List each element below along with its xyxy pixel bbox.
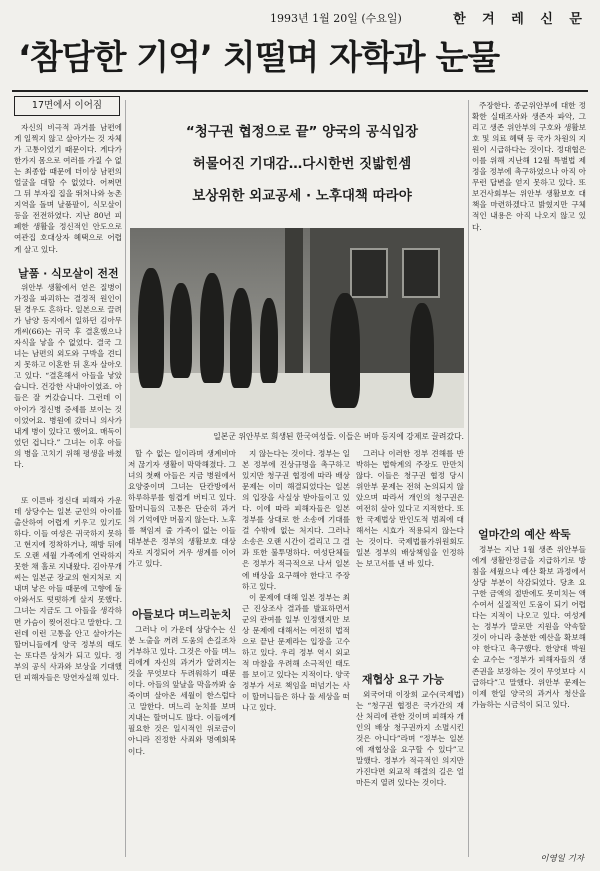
deck-line-1: “청구권 협정으로 끝” 양국의 공식입장 <box>185 124 419 140</box>
news-photo <box>130 228 464 428</box>
subhead-1: 날품 · 식모살이 전전 <box>18 267 119 280</box>
column-rule <box>468 100 469 857</box>
subhead-4: 얼마간의 예산 싹둑 <box>478 528 571 541</box>
headline: ‘참담한 기억’ 치떨며 자학과 눈물 <box>18 38 500 78</box>
deck-line-2: 허물어진 기대감…다시한번 짓밟힌셈 <box>192 156 412 172</box>
subhead-3: 재협상 요구 가능 <box>362 673 445 686</box>
column-5-text-a: 주장한다. 종군위안부에 대한 정확한 실태조사와 생존자 파악, 그리고 생존 위안부의 구호와 생활보호 및 의료 혜택 등 국가 차원의 지원이 시급하다는 것이다. 정대협은 이를 위해 지난해 12월 특별법 제정을 정부에 촉구하였으나 아직 아무런 답변을 얻지 못하고 있다. 또 보건사회부는 위안부 생활보호 대책을 마련하겠다고 밝혔지만 구체적인 내용은 아직 나오지 않고 있다. <box>472 101 586 232</box>
headline-rule <box>12 90 588 92</box>
column-1-text-c: 또 이른바 정신대 피해자 가운데 상당수는 일본 군인의 아이를 출산하여 어렵게 키우고 있기도 하다. 이들 여성은 귀국하지 못하고 현지에 정착하거나, 해방 뒤에도 오랜 세월 가족에게 연락하지 못한 채 홀로 지내왔다. 김아무개씨는 일본군 장교의 현지처로 지내며 낳은 아들 때문에 고향에 돌아와서도 떳떳하게 살지 못했다. 그녀는 지금도 그 아들을 생각하면 가슴이 찢어진다고 말한다. 그런데 이런 고통을 안고 살아가는 할머니들에게 양국 정부의 태도는 또다른 상처가 되고 있다. 정부의 공식 사과와 보상을 기대했던 피해자들은 망연자실해 있다. <box>14 496 122 682</box>
column-3-text: 지 않는다는 것이다. 정부는 일본 정부에 진상규명을 촉구하고 있지만 청구권 협정에 따라 배상 문제는 이미 해결되었다는 일본의 입장을 사실상 받아들이고 있다. 이에 따라 피해자들은 일본 정부를 상대로 한 소송에 기대를 걸 수밖에 없는 처지다. 그러나 소송은 오랜 시간이 걸리고 그 결과 또한 불투명하다. 여성단체들은 정부가 적극적으로 나서 일본에 배상을 요구해야 한다고 주장하고 있다. 이 문제에 대해 일본 정부는 최근 진상조사 결과를 발표하면서 군의 관여를 일부 인정했지만 보상 문제에 대해서는 여전히 법적으로 끝난 문제라는 입장을 고수하고 있다. 우리 정부 역시 외교적 마찰을 우려해 소극적인 태도를 보이고 있다는 지적이다. 양국 정부가 서로 책임을 떠넘기는 사이 할머니들은 하나 둘 세상을 떠나고 있다. <box>242 449 350 713</box>
photo-caption: 일본군 위안부로 희생된 한국여성들. 이들은 버마 등지에 강제로 끌려갔다. <box>213 432 464 441</box>
continued-from-box: 17면에서 이어짐 <box>14 96 120 116</box>
byline: 이영일 기자 <box>540 854 584 864</box>
subhead-2: 아들보다 며느리눈치 <box>132 608 232 621</box>
deck-line-3: 보상위한 외교공세 · 노후대책 따라야 <box>192 188 412 204</box>
issue-date: 1993년 1월 20일 (수요일) <box>270 11 402 25</box>
column-rule <box>125 100 126 857</box>
column-4-text-b: 외국어대 이장희 교수(국제법)는 “청구권 협정은 국가간의 재산 처리에 관한 것이며 피해자 개인의 배상 청구권까지 소멸시킨 것은 아니다”라며 “정부는 일본에 재협상을 요구할 수 있다”고 말했다. 정부가 적극적인 의지만 가진다면 외교적 해결의 길은 얼마든지 열려 있다는 것이다. <box>356 690 464 788</box>
column-5-text-b: 정부는 지난 1월 생존 위안부들에게 생활안정금을 지급하기로 방침을 세웠으나 예산 확보 과정에서 상당 부분이 삭감되었다. 당초 요구한 금액의 절반에도 못미치는 액수여서 실질적인 도움이 되기 어렵다는 지적이 나오고 있다. 여성계는 정부가 말로만 지원을 약속할 것이 아니라 충분한 예산을 확보해야 한다고 촉구했다. 한양대 박원순 교수는 “정부가 피해자들의 생존권을 보장하는 것이 무엇보다 시급하다”고 말했다. 위안부 문제는 이제 한일 양국의 과거사 청산을 가늠하는 시금석이 되고 있다. <box>472 545 586 709</box>
paper-name: 한 겨 레 신 문 <box>453 12 588 27</box>
column-4-text-a: 그러나 이러한 정부 견해를 반박하는 법학계의 주장도 만만치 않다. 이들은 청구권 협정 당시 위안부 문제는 전혀 논의되지 않았으며 따라서 개인의 청구권은 여전히 살아 있다고 지적한다. 또한 국제법상 반인도적 범죄에 대해서는 시효가 적용되지 않는다는 것이다. 국제법률가위원회도 일본 정부의 배상책임을 인정하는 보고서를 낸 바 있다. <box>356 449 464 569</box>
column-1-text-a: 자신의 비극적 과거를 남편에게 일찍지 않고 살아가는 것 자체가 고통이었기 때문이다. 게다가 한가지 몸으로 여러를 가질 수 없는 최종합 때문에 더이상 남편의 얼굴을 대할 수 없었다. 어쩌면 그 뒤 부자집 집을 뛰쳐나와 농촌지역을 돌며 날품팔이, 식모살이 등을 전전하였다. 지난 80년 피폐한 생활을 정신적인 안도으로 여관집 호대상자 혜택으로 어렵게 살고 있다. <box>14 123 122 254</box>
column-1-text-b: 위안부 생활에서 얻은 질병이 가정을 파괴하는 결정적 원인이 된 경우도 흔하다. 일본으로 끌려가 남양 등지에서 일하던 김아무개씨(66)는 귀국 후 결혼했으나 자식을 낳을 수 없었다. 결국 그녀는 남편의 외도와 구박을 견디지 못하고 이혼한 뒤 혼자 살아오고 있다. “결혼해서 아들을 낳았습니다. 건강한 사내아이였죠. 아들은 잘 커갔습니다. 그런데 이 아이가 정신병 증세를 보이는 것이었어요. 병원에 갔더니 의사가 내게 병이 있다고 했어요. 매독이었던 겁니다.” 그녀는 이후 아들의 병을 고치기 위해 평생을 바쳤다. <box>14 283 122 469</box>
column-2-text-b: 그러나 이 가운데 상당수는 신분 노출을 꺼려 도움의 손길조차 거부하고 있다. 그것은 아들 며느리에게 자신의 과거가 알려지는 것을 무엇보다 두려워하기 때문이다. 아들의 앞날을 막을까봐 숨죽이며 살아온 세월이 한스럽다고 말한다. 며느리 눈치를 보며 지내는 할머니도 많다. 이들에게 필요한 것은 일시적인 위로금이 아니라 진정한 사죄와 명예회복이다. <box>128 625 236 756</box>
masthead <box>270 8 588 27</box>
column-2-text-a: 할 수 없는 일이라며 생계비마저 끊기자 생활이 막막해졌다. 그녀의 첫째 아들은 지금 병원에서 요양중이며 그녀는 단칸방에서 하루하루를 힘겹게 버티고 있다. 할머니들의 고통은 단순히 과거의 기억에만 머물지 않는다. 노후를 책임져 줄 가족이 없는 이들 대부분은 정부의 생활보호 대상자로 지정되어 겨우 생계를 이어가고 있다. <box>128 449 236 569</box>
